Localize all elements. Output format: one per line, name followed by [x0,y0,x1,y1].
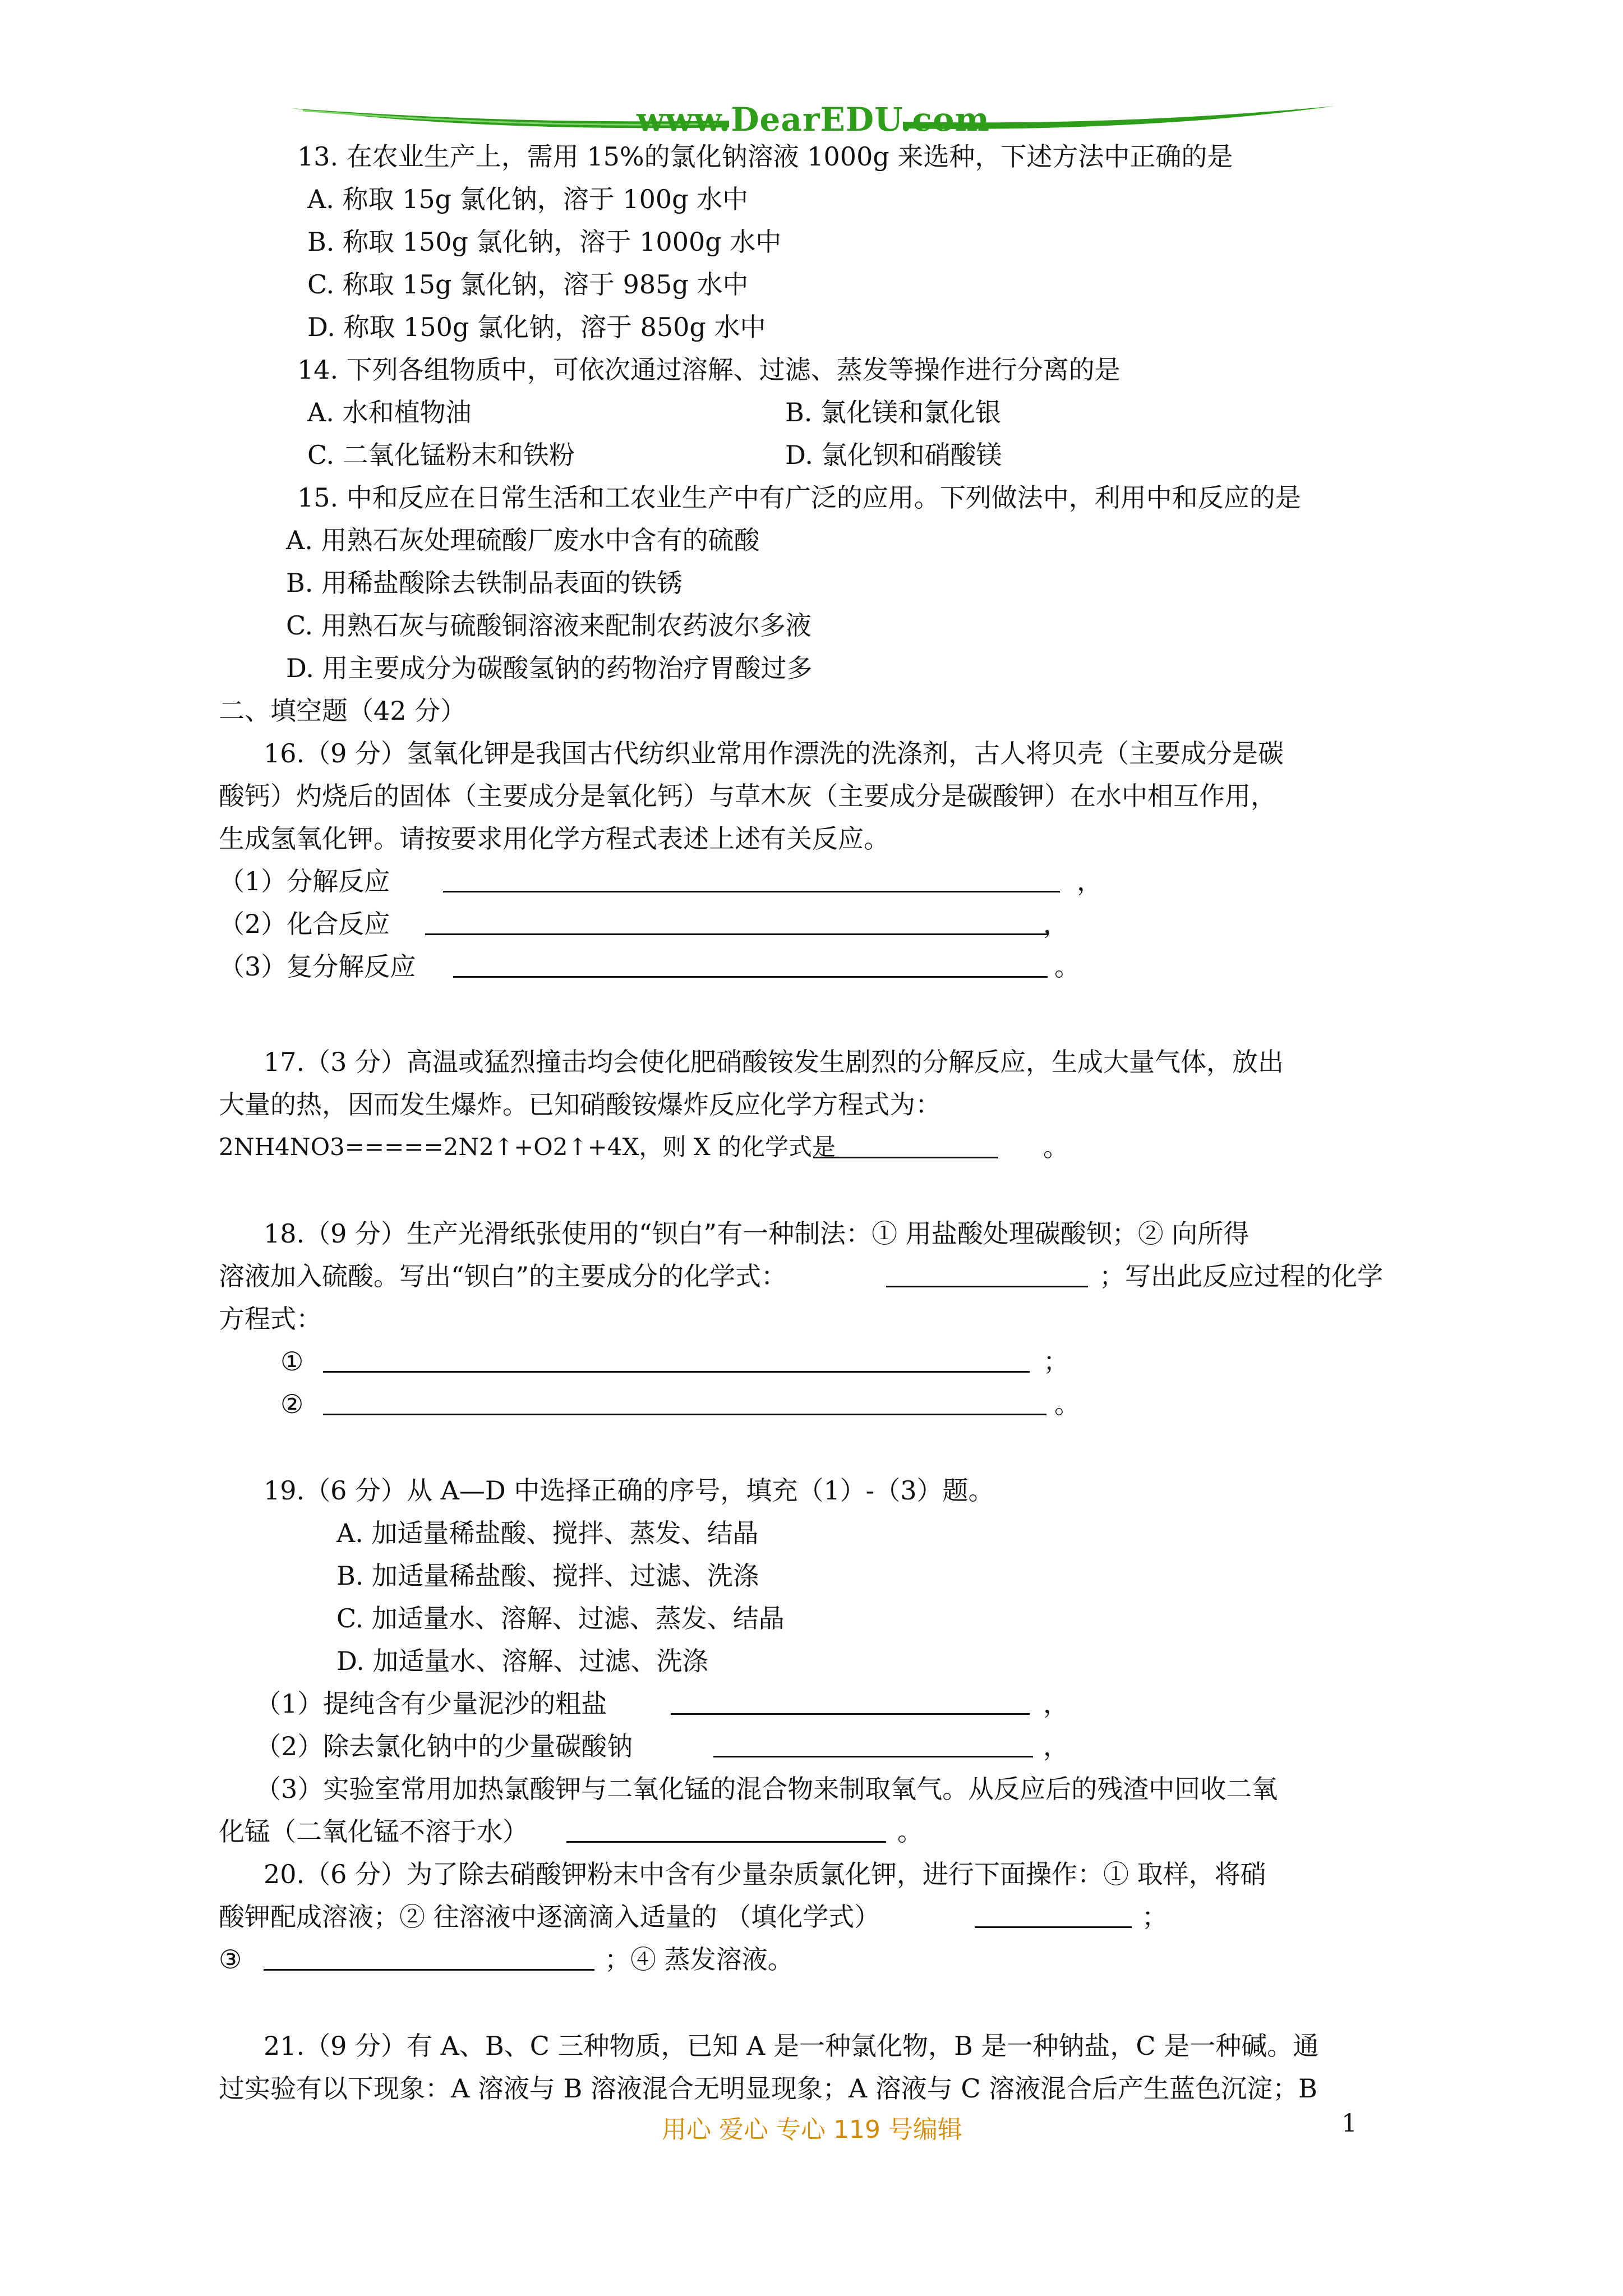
q19-part-1-answer-blank[interactable] [671,1688,1030,1715]
q13-option-d: D. 称取 150g 氯化钠，溶于 850g 水中 [307,312,766,342]
site-logo-text: www.DearEDU.com [637,100,990,139]
q19-part-2-label: （2）除去氯化钠中的少量碳酸钠 [255,1731,633,1761]
q19-option-d: D. 加适量水、溶解、过滤、洗涤 [336,1646,708,1676]
q19-part-3-period: 。 [897,1816,923,1847]
q14-option-b: B. 氯化镁和氯化银 [785,397,1002,427]
q15-option-d: D. 用主要成分为碳酸氢钠的药物治疗胃酸过多 [286,653,813,683]
q19-part-3-line-2: 化锰（二氧化锰不溶于水） [219,1816,528,1847]
q19-part-3-answer-blank[interactable] [566,1816,886,1843]
q16-part-1-label: （1）分解反应 [219,866,390,896]
section-2-title: 二、填空题（42 分） [219,696,467,726]
q15-option-a: A. 用熟石灰处理硫酸厂废水中含有的硫酸 [286,525,760,555]
q16-part-3-label: （3）复分解反应 [219,951,416,982]
q19-option-b: B. 加适量稀盐酸、搅拌、过滤、洗涤 [336,1561,759,1591]
page-footer-text: 用心 爱心 专心 119 号编辑 [662,2115,962,2144]
q19-part-3-line-1: （3）实验室常用加热氯酸钾与二氧化锰的混合物来制取氧气。从反应后的残渣中回收二氧 [255,1774,1278,1804]
q15-option-c: C. 用熟石灰与硫酸铜溶液来配制农药波尔多液 [286,610,811,641]
q16-line-3: 生成氢氧化钾。请按要求用化学方程式表述上述有关反应。 [219,823,889,854]
q20-step-3-blank[interactable] [264,1944,594,1971]
q18-line-2b: ；写出此反应过程的化学 [1099,1261,1383,1291]
q19-part-1-label: （1）提纯含有少量泥沙的粗盐 [255,1688,607,1719]
q20-line-1: 20.（6 分）为了除去硝酸钾粉末中含有少量杂质氯化钾，进行下面操作：① 取样，将硝 [264,1859,1266,1889]
q16-part-1-comma: ， [1077,866,1103,896]
q14-option-d: D. 氯化钡和硝酸镁 [785,440,1002,470]
q19-option-c: C. 加适量水、溶解、过滤、蒸发、结晶 [336,1603,785,1634]
q16-part-1 [219,864,390,899]
q18-period: 。 [1054,1389,1080,1419]
q18-line-1: 18.（9 分）生产光滑纸张使用的“钡白”有一种制法：① 用盐酸处理碳酸钡；② 向所得 [264,1218,1249,1249]
q18-equation-1-blank[interactable] [323,1346,1030,1373]
q14-option-c: C. 二氧化锰粉末和铁粉 [307,440,575,470]
q15-option-b: B. 用稀盐酸除去铁制品表面的铁锈 [286,568,683,598]
q15-stem: 15. 中和反应在日常生活和工农业生产中有广泛的应用。下列做法中，利用中和反应的是 [297,482,1301,513]
q20-line-2: 酸钾配成溶液；② 往溶液中逐滴滴入适量的 （填化学式） [219,1902,880,1932]
q17-line-1: 17.（3 分）高温或猛烈撞击均会使化肥硝酸铵发生剧烈的分解反应，生成大量气体，放出 [264,1047,1284,1077]
q17-answer-blank[interactable] [813,1132,998,1158]
q14-stem: 14. 下列各组物质中，可依次通过溶解、过滤、蒸发等操作进行分离的是 [297,355,1121,385]
q19-stem: 19.（6 分）从 A—D 中选择正确的序号，填充（1）-（3）题。 [264,1475,994,1506]
q17-equation: 2NH4NO3=====2N2↑+O2↑+4X，则 X 的化学式是 [219,1133,836,1161]
q16-part-2-label: （2）化合反应 [219,909,390,939]
q17-period: 。 [1043,1132,1069,1162]
q16-part-3-answer-blank[interactable] [453,951,1048,978]
q18-marker-2: ② [280,1389,304,1419]
q16-part-3-period: 。 [1054,951,1080,982]
q16-part-2-comma: ， [1043,909,1069,939]
q18-semicolon: ； [1043,1346,1069,1377]
q18-formula-blank[interactable] [886,1261,1088,1287]
q21-line-1: 21.（9 分）有 A、B、C 三种物质，已知 A 是一种氯化物，B 是一种钠盐，C 是一种碱。通 [264,2031,1319,2061]
q16-part-1-answer-blank[interactable] [443,866,1060,892]
q18-line-3: 方程式： [219,1304,322,1334]
q20-line-3-tail: ；④ 蒸发溶液。 [605,1944,794,1975]
q19-part-2-comma: ， [1043,1731,1069,1761]
q18-line-2a: 溶液加入硫酸。写出“钡白”的主要成分的化学式： [219,1261,787,1291]
q16-line-2: 酸钙）灼烧后的固体（主要成分是氧化钙）与草木灰（主要成分是碳酸钾）在水中相互作用， [219,781,1276,811]
q18-marker-1: ① [280,1346,304,1377]
q19-option-a: A. 加适量稀盐酸、搅拌、蒸发、结晶 [336,1518,759,1548]
q13-option-b: B. 称取 150g 氯化钠，溶于 1000g 水中 [307,227,782,257]
q13-option-a: A. 称取 15g 氯化钠，溶于 100g 水中 [307,184,749,214]
q17-line-2: 大量的热，因而发生爆炸。已知硝酸铵爆炸反应化学方程式为： [219,1089,941,1120]
q16-part-2-answer-blank[interactable] [425,909,1048,935]
q13-stem: 13. 在农业生产上，需用 15%的氯化钠溶液 1000g 来选种，下述方法中正确的是 [297,141,1233,172]
q19-part-2-answer-blank[interactable] [713,1731,1033,1757]
page-number: 1 [1341,2109,1357,2138]
q20-formula-blank[interactable] [975,1902,1132,1928]
q13-option-c: C. 称取 15g 氯化钠，溶于 985g 水中 [307,269,749,300]
q20-semicolon: ； [1142,1902,1168,1932]
site-header-banner [292,98,1335,143]
q19-part-1-comma: ， [1043,1688,1069,1719]
q16-line-1: 16.（9 分）氢氧化钾是我国古代纺织业常用作漂洗的洗涤剂，古人将贝壳（主要成分是碳 [264,738,1284,769]
q20-marker-3: ③ [219,1944,242,1975]
q21-line-2: 过实验有以下现象：A 溶液与 B 溶液混合无明显现象；A 溶液与 C 溶液混合后产生蓝色沉淀；B [219,2073,1317,2104]
q14-option-a: A. 水和植物油 [307,397,472,427]
q18-equation-2-blank[interactable] [323,1389,1046,1415]
